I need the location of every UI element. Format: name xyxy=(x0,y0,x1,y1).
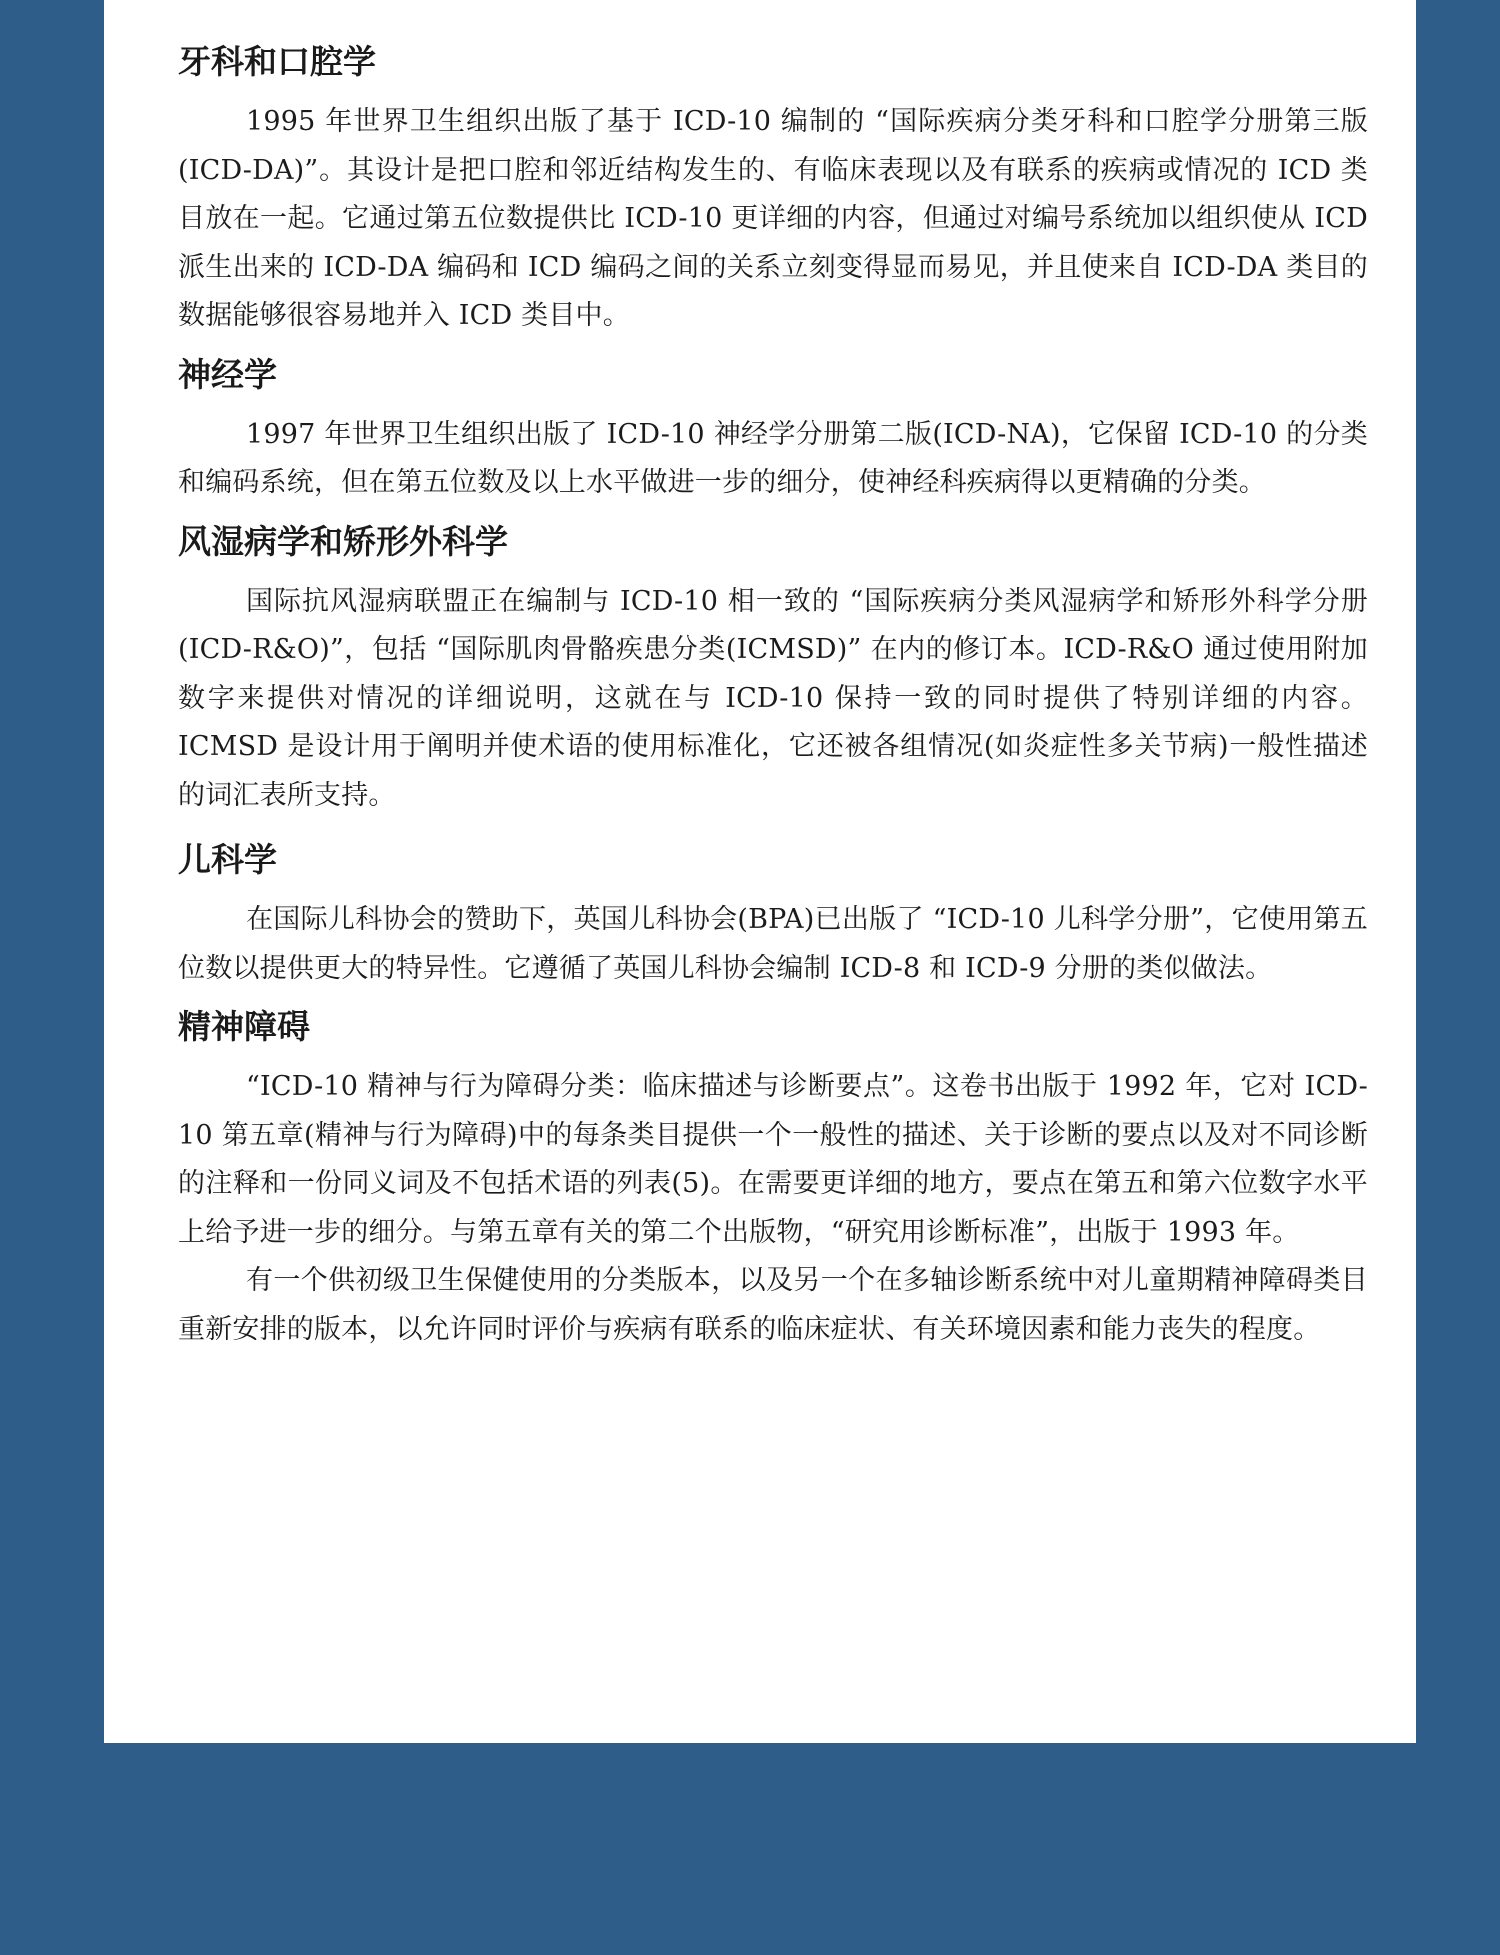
section-rheumatology xyxy=(178,520,1368,821)
section-pediatrics xyxy=(178,838,1368,993)
section-paragraph: 在国际儿科协会的赞助下，英国儿科协会(BPA)已出版了 “ICD-10 儿科学分册”，它使用第五位数以提供更大的特异性。它遵循了英国儿科协会编制 ICD-8 和 ICD-9 分册的类似做法。 xyxy=(178,904,1368,984)
section-paragraph: “ICD-10 精神与行为障碍分类：临床描述与诊断要点”。这卷书出版于 1992 年，它对 ICD-10 第五章(精神与行为障碍)中的每条类目提供一个一般性的描述、关于诊断的要点以及对不同诊断的注释和一份同义词及不包括术语的列表(5)。在需要更详细的地方，要点在第五和第六位数字水平上给予进一步的细分。与第五章有关的第二个出版物，“研究用诊断标准”，出版于 1993 年。 xyxy=(178,1071,1368,1248)
section-paragraph: 1995 年世界卫生组织出版了基于 ICD-10 编制的 “国际疾病分类牙科和口腔学分册第三版(ICD-DA)”。其设计是把口腔和邻近结构发生的、有临床表现以及有联系的疾病或情况的 ICD 类目放在一起。它通过第五位数提供比 ICD-10 更详细的内容，但通过对编号系统加以组织使从 ICD 派生出来的 ICD-DA 编码和 ICD 编码之间的关系立刻变得显而易见，并且使来自 ICD-DA 类目的数据能够很容易地并入 ICD 类目中。 xyxy=(178,106,1368,331)
section-heading: 精神障碍 xyxy=(178,1007,310,1046)
section-neurology xyxy=(178,353,1368,508)
section-dental xyxy=(178,40,1368,341)
section-mental-disorders xyxy=(178,1005,1368,1354)
document-page xyxy=(104,0,1416,1743)
section-paragraph: 有一个供初级卫生保健使用的分类版本，以及另一个在多轴诊断系统中对儿童期精神障碍类目重新安排的版本，以允许同时评价与疾病有联系的临床症状、有关环境因素和能力丧失的程度。 xyxy=(178,1265,1368,1345)
section-heading: 儿科学 xyxy=(178,840,277,879)
page-content xyxy=(178,40,1368,1354)
section-paragraph: 国际抗风湿病联盟正在编制与 ICD-10 相一致的 “国际疾病分类风湿病学和矫形外科学分册(ICD-R&O)”，包括 “国际肌肉骨骼疾患分类(ICMSD)” 在内的修订本。ICD-R&O 通过使用附加数字来提供对情况的详细说明，这就在与 ICD-10 保持一致的同时提供了特别详细的内容。ICMSD 是设计用于阐明并使术语的使用标准化，它还被各组情况(如炎症性多关节病)一般性描述的词汇表所支持。 xyxy=(178,585,1368,811)
section-paragraph: 1997 年世界卫生组织出版了 ICD-10 神经学分册第二版(ICD-NA)，它保留 ICD-10 的分类和编码系统，但在第五位数及以上水平做进一步的细分，使神经科疾病得以更精确的分类。 xyxy=(178,418,1368,498)
section-heading: 风湿病学和矫形外科学 xyxy=(178,521,508,561)
section-heading: 神经学 xyxy=(178,354,277,394)
section-heading: 牙科和口腔学 xyxy=(178,42,376,81)
